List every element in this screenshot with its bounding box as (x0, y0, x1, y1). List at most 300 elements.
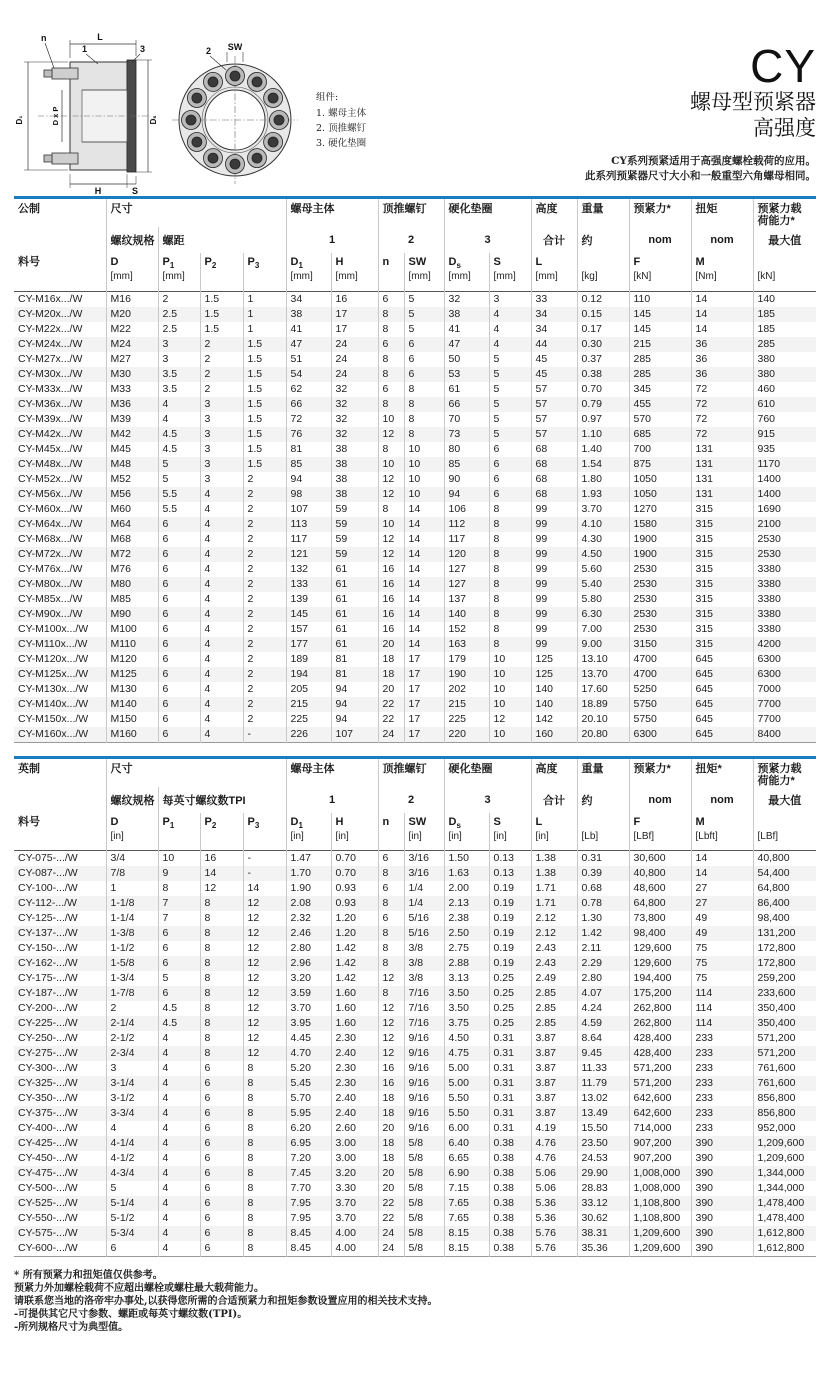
value-cell: 1900 (629, 547, 691, 562)
table-row (14, 1076, 816, 1091)
table-row (14, 487, 816, 502)
value-cell: 1.42 (331, 971, 378, 986)
group-header: 预紧力* (629, 199, 691, 227)
value-cell: 3150 (629, 637, 691, 652)
value-cell: 2.85 (531, 986, 577, 1001)
value-cell: 2.29 (577, 956, 629, 971)
value-cell: M120 (106, 652, 158, 667)
value-cell: 0.38 (489, 1226, 531, 1241)
part-number-cell: CY-M42x.../W (18, 427, 83, 440)
value-cell: 8 (243, 1136, 286, 1151)
value-cell: 12 (378, 1046, 404, 1061)
value-cell: 233 (691, 1106, 753, 1121)
value-cell: 5 (158, 971, 200, 986)
value-cell: 2530 (629, 622, 691, 637)
value-cell: 41 (444, 322, 489, 337)
value-cell: 8 (243, 1166, 286, 1181)
value-cell: 4 (200, 637, 243, 652)
value-cell: 1-7/8 (106, 986, 158, 1001)
value-cell: 1050 (629, 472, 691, 487)
column-header: L [in] (531, 813, 577, 851)
value-cell: 7700 (753, 697, 816, 712)
value-cell: 27 (691, 881, 753, 896)
value-cell: 59 (331, 532, 378, 547)
part-number-cell: CY-M130x.../W (18, 682, 89, 695)
table-row (14, 971, 816, 986)
value-cell: 7/16 (404, 1016, 444, 1031)
table-row (14, 1106, 816, 1121)
jackbolt-hex-icon (230, 159, 240, 169)
part-number-cell: CY-425-.../W (18, 1137, 78, 1149)
value-cell: 5 (158, 472, 200, 487)
value-cell: 8 (158, 881, 200, 896)
value-cell: 2.46 (286, 926, 331, 941)
value-cell: 4 (200, 592, 243, 607)
value-cell: 6 (200, 1061, 243, 1076)
value-cell: 1 (243, 291, 286, 307)
value-cell: 4.07 (577, 986, 629, 1001)
value-cell: 32 (331, 412, 378, 427)
value-cell: 12 (378, 1016, 404, 1031)
value-cell: 2 (243, 532, 286, 547)
page-description (585, 154, 816, 184)
group-header: 英制 (18, 762, 40, 775)
value-cell: 73,800 (629, 911, 691, 926)
value-cell: 390 (691, 1226, 753, 1241)
value-cell: M160 (106, 727, 158, 743)
value-cell: 907,200 (629, 1151, 691, 1166)
value-cell: 7 (158, 911, 200, 926)
value-cell: 16 (331, 291, 378, 307)
value-cell: 120 (444, 547, 489, 562)
value-cell: 1,008,000 (629, 1166, 691, 1181)
part-number-cell: CY-M36x.../W (18, 397, 83, 410)
value-cell: 6 (378, 382, 404, 397)
value-cell: M68 (106, 532, 158, 547)
table-row (14, 697, 816, 712)
value-cell: 0.17 (577, 322, 629, 337)
value-cell: 1,612,800 (753, 1241, 816, 1257)
value-cell: 68 (531, 442, 577, 457)
value-cell: 460 (753, 382, 816, 397)
value-cell: 8 (404, 412, 444, 427)
value-cell: 36 (691, 352, 753, 367)
value-cell: 14 (404, 517, 444, 532)
table-row (14, 517, 816, 532)
table-row (14, 1031, 816, 1046)
value-cell: 8 (489, 517, 531, 532)
value-cell: 2 (243, 712, 286, 727)
value-cell: 5/8 (404, 1166, 444, 1181)
value-cell: 1.38 (531, 866, 577, 881)
value-cell: 129,600 (629, 941, 691, 956)
table-row (14, 337, 816, 352)
value-cell: 9/16 (404, 1076, 444, 1091)
table-row (14, 291, 816, 307)
value-cell: 3380 (753, 622, 816, 637)
value-cell: 6300 (753, 652, 816, 667)
group-header: 螺母主体 (286, 759, 378, 787)
value-cell: 2 (243, 622, 286, 637)
table-row (14, 592, 816, 607)
value-cell: 1/4 (404, 896, 444, 911)
value-cell: M72 (106, 547, 158, 562)
dim-D1-label: D₁ (15, 115, 24, 125)
value-cell: 5.50 (444, 1091, 489, 1106)
value-cell: 1.42 (331, 956, 378, 971)
subgroup-header: 1 (286, 787, 378, 813)
value-cell: 13.10 (577, 652, 629, 667)
value-cell: 285 (629, 352, 691, 367)
table-row (14, 577, 816, 592)
value-cell: 10 (378, 517, 404, 532)
value-cell: 3.70 (331, 1211, 378, 1226)
value-cell: 81 (331, 652, 378, 667)
value-cell: 6 (158, 532, 200, 547)
value-cell: 8.45 (286, 1241, 331, 1257)
value-cell: 8 (404, 397, 444, 412)
value-cell: 0.12 (577, 291, 629, 307)
value-cell: 9 (158, 866, 200, 881)
value-cell: 94 (331, 712, 378, 727)
value-cell: 1.60 (331, 1001, 378, 1016)
subgroup-header: nom (691, 787, 753, 813)
value-cell: M76 (106, 562, 158, 577)
value-cell: 1,478,400 (753, 1196, 816, 1211)
value-cell: 81 (331, 667, 378, 682)
value-cell: 3.70 (286, 1001, 331, 1016)
table-row (14, 1046, 816, 1061)
value-cell: 4 (200, 532, 243, 547)
value-cell: 49 (691, 926, 753, 941)
footnotes (14, 1269, 816, 1334)
value-cell: 121 (286, 547, 331, 562)
value-cell: 315 (691, 637, 753, 652)
value-cell: 380 (753, 367, 816, 382)
value-cell: 220 (444, 727, 489, 743)
value-cell: 4 (158, 397, 200, 412)
value-cell: 10 (489, 697, 531, 712)
value-cell: 5.5 (158, 487, 200, 502)
value-cell: 315 (691, 577, 753, 592)
value-cell: 12 (243, 956, 286, 971)
value-cell: 4 (200, 547, 243, 562)
value-cell: 14 (691, 307, 753, 322)
value-cell: 99 (531, 592, 577, 607)
value-cell: 2 (243, 697, 286, 712)
subgroup-header: nom (629, 227, 691, 253)
column-header: F [kN] (629, 253, 691, 291)
value-cell: 17 (404, 682, 444, 697)
value-cell: 8 (489, 607, 531, 622)
subgroup-header: 3 (444, 787, 531, 813)
value-cell: 2.13 (444, 896, 489, 911)
value-cell: 4 (158, 1151, 200, 1166)
value-cell: 6 (158, 667, 200, 682)
value-cell: M130 (106, 682, 158, 697)
value-cell: 285 (753, 337, 816, 352)
value-cell: 5750 (629, 712, 691, 727)
value-cell: 3.00 (331, 1136, 378, 1151)
jackbolt-hex-icon (274, 115, 284, 125)
value-cell: 4 (200, 727, 243, 743)
value-cell: 8 (243, 1091, 286, 1106)
value-cell: 72 (691, 382, 753, 397)
value-cell: 1.60 (331, 986, 378, 1001)
value-cell: 4 (158, 1076, 200, 1091)
value-cell: M33 (106, 382, 158, 397)
value-cell: 140 (531, 697, 577, 712)
group-header: 扭矩 (691, 199, 753, 227)
value-cell: 8 (489, 562, 531, 577)
table-row (14, 382, 816, 397)
value-cell: M22 (106, 322, 158, 337)
value-cell: 1270 (629, 502, 691, 517)
value-cell: 27 (691, 896, 753, 911)
part-number-cell: CY-M16x.../W (18, 292, 83, 305)
value-cell: 1,209,600 (753, 1136, 816, 1151)
column-header: [kN] (753, 253, 816, 291)
part-number-cell: CY-M39x.../W (18, 412, 83, 425)
table-row (14, 1166, 816, 1181)
table-row (14, 1181, 816, 1196)
value-cell: 4 (200, 502, 243, 517)
value-cell: 1.38 (531, 851, 577, 867)
table-row (14, 322, 816, 337)
value-cell: 6 (200, 1211, 243, 1226)
value-cell: 2 (243, 667, 286, 682)
value-cell: 3 (200, 427, 243, 442)
value-cell: 4 (200, 667, 243, 682)
value-cell: 139 (286, 592, 331, 607)
subgroup-header: 2 (378, 227, 444, 253)
jackbolt-hex-icon (208, 77, 218, 87)
value-cell: 0.70 (577, 382, 629, 397)
value-cell: 1170 (753, 457, 816, 472)
table-row (14, 412, 816, 427)
value-cell: 1.30 (577, 911, 629, 926)
value-cell: 390 (691, 1151, 753, 1166)
value-cell: 5/8 (404, 1136, 444, 1151)
value-cell: 5 (489, 352, 531, 367)
value-cell: 99 (531, 532, 577, 547)
footnote-3: 请联系您当地的洛帝牢办事处,以获得您所需的合适预紧力和扭矩参数设置应用的相关技术支持。 (14, 1296, 438, 1307)
value-cell: 9.45 (577, 1046, 629, 1061)
value-cell: 8 (200, 911, 243, 926)
value-cell: 14 (691, 866, 753, 881)
jackbolt-hex-icon (192, 93, 202, 103)
value-cell: 350,400 (753, 1016, 816, 1031)
value-cell: M39 (106, 412, 158, 427)
value-cell: 4 (200, 517, 243, 532)
value-cell: 98,400 (753, 911, 816, 926)
value-cell: 85 (444, 457, 489, 472)
value-cell: 6 (200, 1181, 243, 1196)
value-cell: 1.54 (577, 457, 629, 472)
value-cell: 66 (444, 397, 489, 412)
value-cell: 1,108,800 (629, 1211, 691, 1226)
value-cell: 952,000 (753, 1121, 816, 1136)
value-cell: 8 (200, 1001, 243, 1016)
part-number-cell: CY-M20x.../W (18, 307, 83, 320)
value-cell: 233 (691, 1076, 753, 1091)
value-cell: 7000 (753, 682, 816, 697)
value-cell: 0.19 (489, 926, 531, 941)
value-cell: 1.50 (444, 851, 489, 867)
value-cell: 2.11 (577, 941, 629, 956)
value-cell: 4.76 (531, 1151, 577, 1166)
value-cell: 185 (753, 307, 816, 322)
value-cell: 10 (378, 457, 404, 472)
value-cell: 2.30 (331, 1031, 378, 1046)
value-cell: 8 (489, 502, 531, 517)
value-cell: 8 (489, 622, 531, 637)
value-cell: 0.38 (489, 1211, 531, 1226)
group-header: 顶推螺钉 (378, 759, 444, 787)
value-cell: - (243, 866, 286, 881)
value-cell: 33.12 (577, 1196, 629, 1211)
value-cell: 233 (691, 1031, 753, 1046)
part-number-cell: CY-450-.../W (18, 1152, 78, 1164)
value-cell: 5 (404, 322, 444, 337)
value-cell: 2-1/2 (106, 1031, 158, 1046)
value-cell: 1.60 (331, 1016, 378, 1031)
value-cell: 44 (531, 337, 577, 352)
value-cell: 1.40 (577, 442, 629, 457)
value-cell: 10 (404, 487, 444, 502)
value-cell: 4.45 (286, 1031, 331, 1046)
value-cell: 610 (753, 397, 816, 412)
value-cell: 18.89 (577, 697, 629, 712)
value-cell: 5/8 (404, 1151, 444, 1166)
jackbolt-hex-icon (268, 137, 278, 147)
value-cell: 1.10 (577, 427, 629, 442)
value-cell: M64 (106, 517, 158, 532)
value-cell: 3 (200, 472, 243, 487)
part-number-cell: CY-250-.../W (18, 1032, 78, 1044)
value-cell: 2.30 (331, 1061, 378, 1076)
value-cell: 4 (200, 577, 243, 592)
value-cell: 390 (691, 1136, 753, 1151)
value-cell: 3/16 (404, 851, 444, 867)
value-cell: 233 (691, 1121, 753, 1136)
value-cell: 0.30 (577, 337, 629, 352)
value-cell: 345 (629, 382, 691, 397)
value-cell: 2.80 (577, 971, 629, 986)
value-cell: 4 (200, 712, 243, 727)
value-cell: 75 (691, 971, 753, 986)
value-cell: 8 (200, 941, 243, 956)
value-cell: 0.38 (489, 1166, 531, 1181)
value-cell: 6 (200, 1076, 243, 1091)
value-cell: 571,200 (629, 1076, 691, 1091)
value-cell: 2 (200, 367, 243, 382)
table-row (14, 851, 816, 867)
value-cell: M100 (106, 622, 158, 637)
value-cell: 4700 (629, 652, 691, 667)
value-cell: 1,209,600 (629, 1241, 691, 1257)
value-cell: 5.60 (577, 562, 629, 577)
value-cell: 5.45 (286, 1076, 331, 1091)
value-cell: 54 (286, 367, 331, 382)
value-cell: 20 (378, 1181, 404, 1196)
value-cell: 24 (331, 367, 378, 382)
value-cell: 390 (691, 1196, 753, 1211)
value-cell: 38 (331, 472, 378, 487)
part-number-cell: CY-M72x.../W (18, 547, 83, 560)
value-cell: 4 (158, 1136, 200, 1151)
value-cell: 4 (158, 1091, 200, 1106)
value-cell: 137 (444, 592, 489, 607)
column-header: n (378, 813, 404, 851)
part-number-cell: CY-M24x.../W (18, 337, 83, 350)
table-row (14, 1001, 816, 1016)
value-cell: 68 (531, 487, 577, 502)
value-cell: 5 (158, 457, 200, 472)
group-header: 扭矩* (691, 759, 753, 787)
value-cell: 645 (691, 712, 753, 727)
value-cell: 0.37 (577, 352, 629, 367)
value-cell: 6 (489, 442, 531, 457)
legend-item-2: 2. 顶推螺钉 (316, 123, 367, 134)
metric-table-section (14, 196, 816, 743)
group-header: 顶推螺钉 (378, 199, 444, 227)
part-number-cell: CY-125-.../W (18, 912, 78, 924)
value-cell: 4.50 (444, 1031, 489, 1046)
value-cell: 2 (243, 607, 286, 622)
column-header: L [mm] (531, 253, 577, 291)
value-cell: 94 (331, 697, 378, 712)
value-cell: 38 (331, 457, 378, 472)
value-cell: 117 (286, 532, 331, 547)
value-cell: 14 (404, 607, 444, 622)
value-cell: 7.20 (286, 1151, 331, 1166)
value-cell: 1,478,400 (753, 1211, 816, 1226)
value-cell: 5/8 (404, 1226, 444, 1241)
value-cell: 2530 (753, 532, 816, 547)
value-cell: 5/16 (404, 926, 444, 941)
value-cell: 8 (489, 637, 531, 652)
value-cell: 6 (200, 1091, 243, 1106)
group-header: 硬化垫圈 (444, 759, 531, 787)
value-cell: 3.00 (331, 1151, 378, 1166)
value-cell: 20 (378, 682, 404, 697)
value-cell: 0.25 (489, 986, 531, 1001)
table-row (14, 442, 816, 457)
value-cell: 4 (158, 1046, 200, 1061)
subgroup-header: 合计 (531, 787, 577, 813)
value-cell: 12 (489, 712, 531, 727)
part-number-cell: CY-575-.../W (18, 1227, 78, 1239)
value-cell: 2530 (629, 577, 691, 592)
value-cell: 7/16 (404, 1001, 444, 1016)
value-cell: 233 (691, 1061, 753, 1076)
value-cell: 20 (378, 1166, 404, 1181)
value-cell: 16 (378, 577, 404, 592)
value-cell: 13.70 (577, 667, 629, 682)
column-header: $P_2$ (200, 813, 243, 851)
value-cell: 3.87 (531, 1061, 577, 1076)
value-cell: 761,600 (753, 1061, 816, 1076)
value-cell: 140 (531, 682, 577, 697)
value-cell: 3380 (753, 592, 816, 607)
value-cell: 3.87 (531, 1091, 577, 1106)
value-cell: 3-1/2 (106, 1091, 158, 1106)
value-cell: 1.5 (243, 427, 286, 442)
value-cell: 5.70 (286, 1091, 331, 1106)
value-cell: 8 (404, 382, 444, 397)
value-cell: 8 (243, 1061, 286, 1076)
